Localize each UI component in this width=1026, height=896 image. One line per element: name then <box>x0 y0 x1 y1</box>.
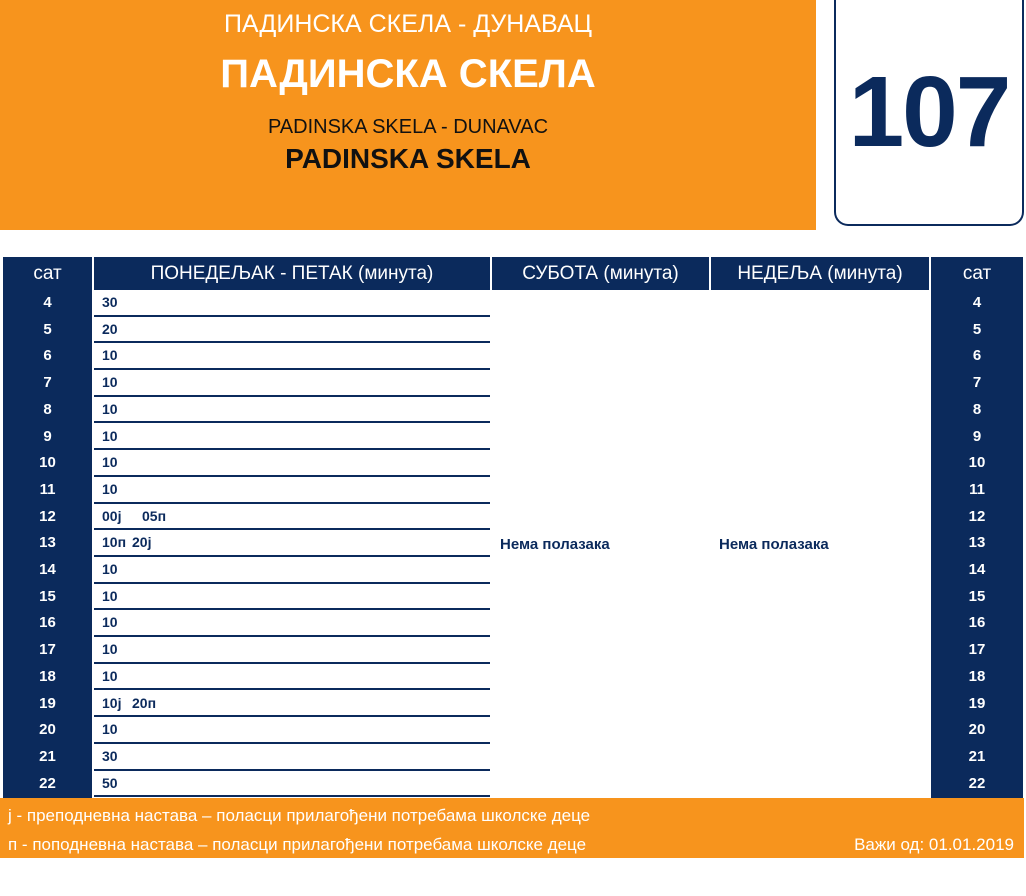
hour-right: 11 <box>969 480 985 498</box>
hour-left: 14 <box>39 561 56 578</box>
route-number: 107 <box>848 56 1010 168</box>
route-number-box <box>834 0 1024 226</box>
hour-left: 15 <box>39 587 56 605</box>
departure-minute: 20ј <box>132 534 152 551</box>
header-weekdays: ПОНЕДЕЉАК - ПЕТАК (минута) <box>94 257 490 290</box>
departure-minute: 10 <box>102 454 118 471</box>
weekday-row <box>94 317 490 344</box>
weekday-row <box>94 637 490 664</box>
weekday-row <box>94 343 490 370</box>
departure-minute: 10 <box>102 347 118 364</box>
hour-right: 18 <box>968 667 986 685</box>
hour-right: 5 <box>972 320 982 338</box>
hour-left: 21 <box>39 747 56 765</box>
hour-right: 6 <box>972 347 982 365</box>
hour-right: 17 <box>968 641 986 659</box>
departure-minute: 10 <box>102 721 118 738</box>
weekday-row <box>94 557 490 584</box>
hour-left: 8 <box>43 400 52 418</box>
header-band <box>0 0 816 230</box>
weekday-row <box>94 397 490 424</box>
legend-afternoon: п - поподневна настава – поласци прилагођени потребама школске деце <box>8 835 587 854</box>
departure-minute: 30 <box>102 747 118 764</box>
hour-left: 4 <box>43 294 52 311</box>
departure-minute: 10 <box>102 400 118 417</box>
weekday-row <box>94 290 490 317</box>
departure-minute: 10 <box>102 587 118 604</box>
header-hour-left: сат <box>3 257 92 290</box>
hour-left: 19 <box>39 694 56 712</box>
departure-minute: 10 <box>102 561 118 577</box>
departure-minute: 10 <box>102 374 118 391</box>
hour-left: 11 <box>39 480 56 498</box>
departure-minute: 10п <box>102 534 127 551</box>
hour-left: 13 <box>39 534 56 552</box>
hour-right: 9 <box>972 427 982 445</box>
hour-right: 15 <box>968 587 986 605</box>
weekday-row <box>94 477 490 504</box>
hour-left: 5 <box>43 320 52 338</box>
departure-minute: 10 <box>102 614 118 631</box>
departure-minute: 10 <box>102 667 118 684</box>
departure-minute: 10ј <box>102 694 122 711</box>
header-sunday: НЕДЕЉА (минута) <box>711 257 929 290</box>
route-title-cyrillic: ПАДИНСКА СКЕЛА - ДУНАВАЦ <box>223 10 593 38</box>
hour-right: 21 <box>968 747 986 765</box>
hour-column-right <box>931 290 1023 798</box>
hour-right: 19 <box>968 694 986 712</box>
weekday-row <box>94 370 490 397</box>
hour-left: 6 <box>43 347 52 365</box>
weekday-row <box>94 530 490 557</box>
hour-left: 16 <box>39 614 56 632</box>
hour-left: 10 <box>39 454 56 472</box>
departure-minute: 50 <box>102 774 118 791</box>
hour-right: 8 <box>972 400 982 418</box>
weekday-row <box>94 610 490 637</box>
departure-minute: 20 <box>102 320 118 337</box>
hour-left: 9 <box>43 427 52 445</box>
departure-minute: 20п <box>132 694 157 711</box>
hour-right: 4 <box>972 294 982 311</box>
terminus-cyrillic: ПАДИНСКА СКЕЛА <box>220 52 596 96</box>
hour-right: 10 <box>968 454 986 472</box>
sunday-no-departures: Нема полазака <box>719 536 829 553</box>
hour-column-left <box>3 290 92 798</box>
hour-right: 7 <box>972 374 982 392</box>
weekday-row <box>94 717 490 744</box>
hour-left: 12 <box>39 507 56 525</box>
weekday-row <box>94 771 490 798</box>
legend-morning: ј - преподневна настава – поласци прилагођени потребама школске деце <box>8 806 591 825</box>
departure-minute: 10 <box>102 427 118 444</box>
weekday-row <box>94 691 490 718</box>
hour-right: 22 <box>968 774 986 792</box>
weekday-row <box>94 424 490 451</box>
departure-minute: 00ј <box>102 507 122 524</box>
departure-minute: 10 <box>102 480 118 497</box>
hour-left: 18 <box>39 667 56 685</box>
header-hour-right: сат <box>931 257 1023 290</box>
hour-right: 16 <box>968 614 986 632</box>
weekday-row <box>94 450 490 477</box>
hour-left: 7 <box>43 374 52 392</box>
route-title-latin: PADINSKA SKELA - DUNAVAC <box>267 116 549 138</box>
hour-left: 20 <box>39 721 56 739</box>
weekday-row <box>94 584 490 611</box>
header-saturday: СУБОТА (минута) <box>492 257 709 290</box>
hour-right: 14 <box>968 561 986 578</box>
valid-from: Важи од: 01.01.2019 <box>854 835 1014 854</box>
hour-right: 13 <box>968 534 986 552</box>
departure-minute: 30 <box>102 294 118 310</box>
hour-right: 12 <box>968 507 986 525</box>
weekday-row <box>94 664 490 691</box>
departure-minute: 05п <box>142 507 167 524</box>
terminus-latin: PADINSKA SKELA <box>285 143 531 174</box>
hour-left: 17 <box>39 641 56 659</box>
hour-right: 20 <box>968 721 986 739</box>
weekday-row <box>94 504 490 531</box>
hour-left: 22 <box>39 774 56 792</box>
weekday-row <box>94 744 490 771</box>
saturday-no-departures: Нема полазака <box>500 536 610 553</box>
departure-minute: 10 <box>102 641 118 658</box>
